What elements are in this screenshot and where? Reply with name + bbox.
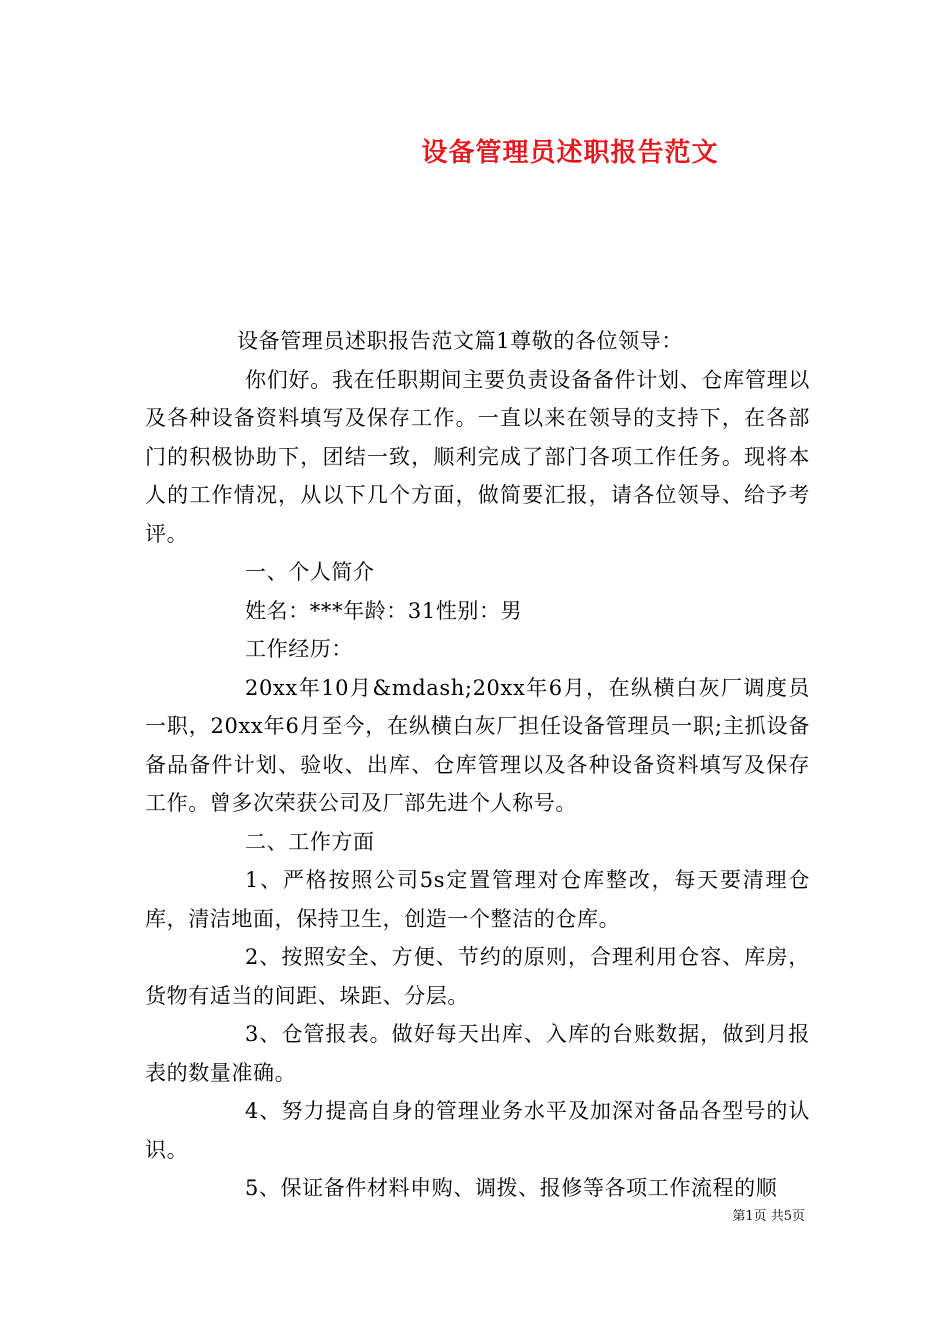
paragraph-item-2: 2、按照安全、方便、节约的原则，合理利用仓容、库房，货物有适当的间距、垛距、分层。 — [145, 945, 810, 1008]
paragraph-salutation: 设备管理员述职报告范文篇1尊敬的各位领导： — [237, 329, 683, 353]
section-heading-work: 二、工作方面 — [245, 829, 375, 854]
document-body — [145, 322, 810, 1208]
paragraph-item-5: 5、保证备件材料申购、调拨、报修等各项工作流程的顺 — [245, 1176, 778, 1200]
paragraph-item-1: 1、严格按照公司5s定置管理对仓库整改，每天要清理仓库，清洁地面，保持卫生，创造一个整洁的仓库。 — [145, 868, 810, 931]
paragraph-item-3: 3、仓管报表。做好每天出库、入库的台账数据，做到月报表的数量准确。 — [145, 1022, 810, 1085]
page-number-footer: 第1页 共5页 — [732, 1209, 805, 1224]
paragraph-work-history-label: 工作经历： — [245, 637, 353, 661]
paragraph-intro: 你们好。我在任职期间主要负责设备备件计划、仓库管理以及各种设备资料填写及保存工作。一直以来在领导的支持下，在各部门的积极协助下，团结一致，顺利完成了部门各项工作任务。现将本人的工作情况，从以下几个方面，做简要汇报，请各位领导、给予考评。 — [145, 367, 810, 546]
paragraph-work-history: 20xx年10月&mdash;20xx年6月，在纵横白灰厂调度员一职，20xx年6月至今，在纵横白灰厂担任设备管理员一职;主抓设备备品备件计划、验收、出库、仓库管理以及各种设备资料填写及保存工作。曾多次荣获公司及厂部先进个人称号。 — [145, 675, 810, 815]
section-heading-profile: 一、个人简介 — [245, 560, 375, 584]
paragraph-personal-info: 姓名：***年龄：31性别：男 — [245, 598, 523, 623]
paragraph-item-4: 4、努力提高自身的管理业务水平及加深对备品各型号的认识。 — [145, 1099, 810, 1162]
document-title: 设备管理员述职报告范文 — [421, 138, 719, 168]
